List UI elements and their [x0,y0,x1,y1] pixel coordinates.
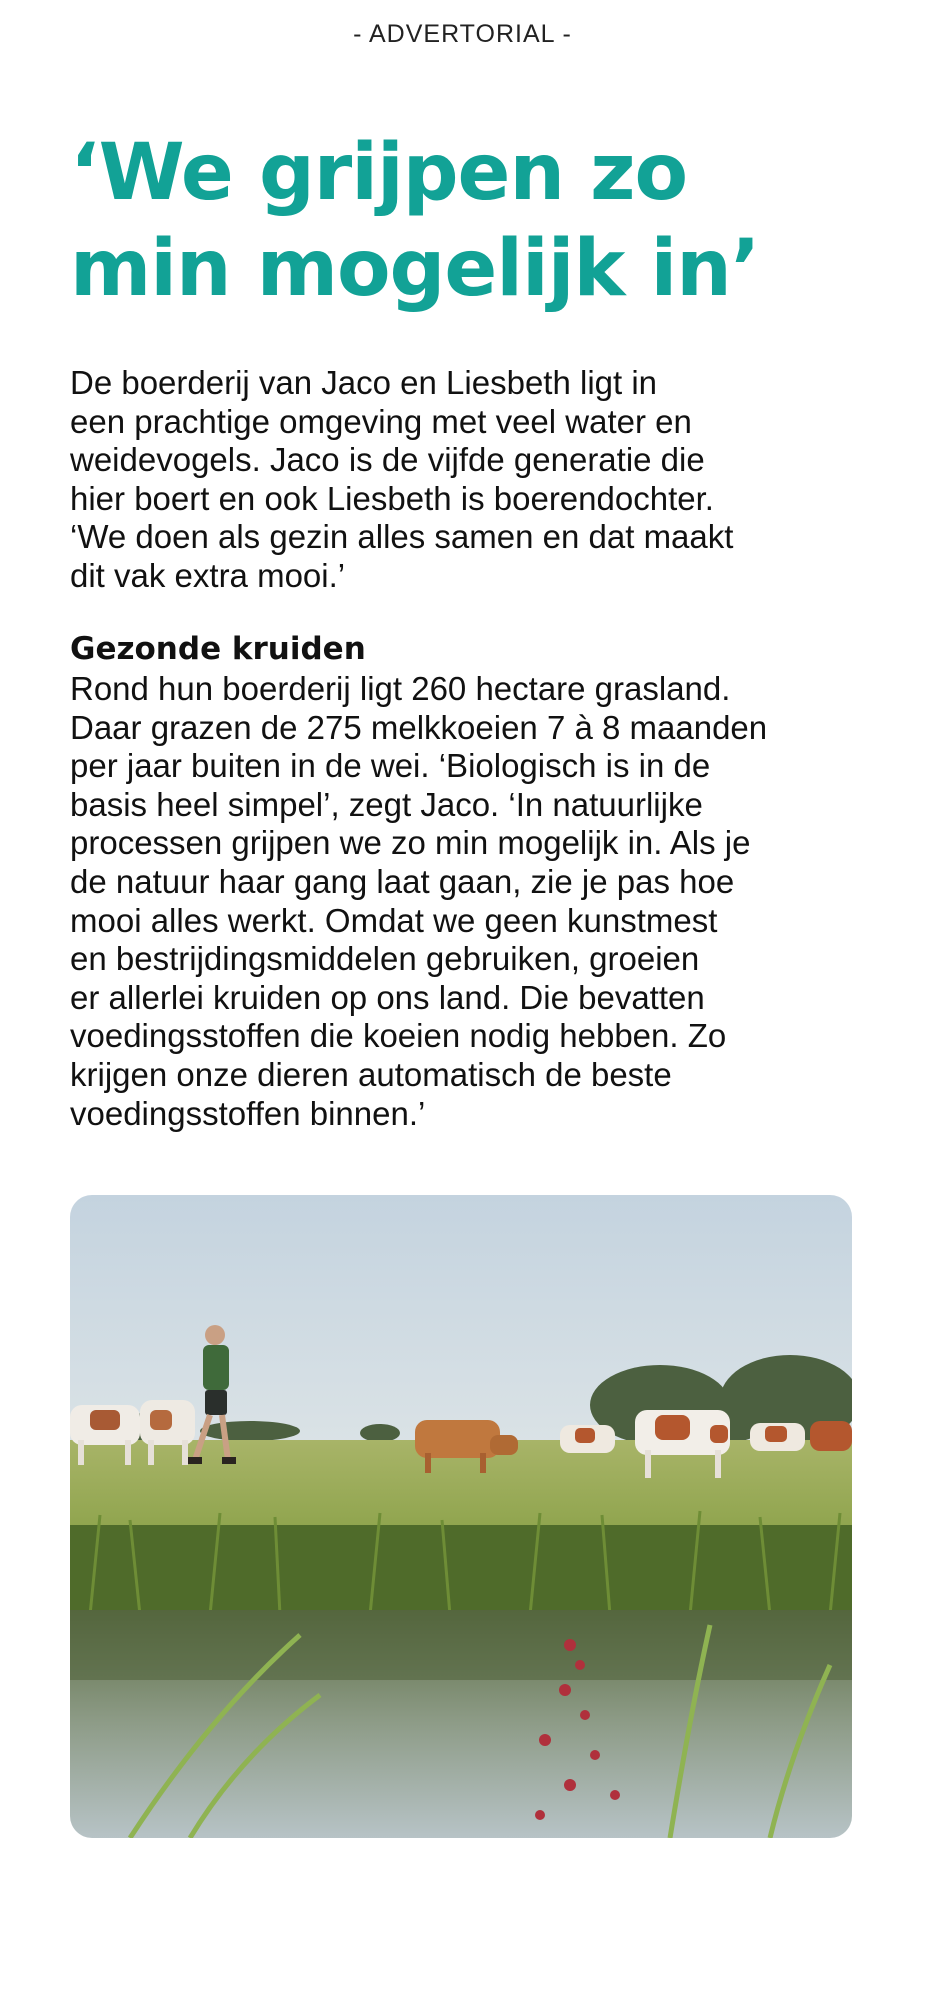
body-line: basis heel simpel’, zegt Jaco. ‘In natuurlijke [70,785,703,823]
water-reflection [70,1610,852,1680]
body-line: en bestrijdingsmiddelen gebruiken, groeien [70,940,700,978]
cow [560,1425,615,1453]
advertorial-kicker: - ADVERTORIAL - [353,20,572,48]
body-line: voedingsstoffen binnen.’ [70,1094,426,1132]
body-line: Daar grazen de 275 melkkoeien 7 à 8 maanden [70,708,768,746]
intro-line: dit vak extra mooi.’ [70,556,346,594]
intro-paragraph [70,364,870,596]
body-line: krijgen onze dieren automatisch de beste [70,1055,672,1093]
intro-line: een prachtige omgeving met veel water en [70,402,692,440]
reed-band [70,1525,852,1615]
body-paragraph [70,670,890,1133]
body-line: Rond hun boerderij ligt 260 hectare grasland. [70,670,731,707]
intro-line: De boerderij van Jaco en Liesbeth ligt in [70,364,658,401]
headline-line: min mogelijk in’ [70,224,760,314]
pasture-scene-illustration [70,1195,852,1838]
headline [70,125,870,317]
body-line: voedingsstoffen die koeien nodig hebben. Zo [70,1017,727,1055]
cow [750,1423,805,1451]
section-subheading: Gezonde kruiden [70,631,366,667]
body-line: er allerlei kruiden op ons land. Die bevatten [70,978,705,1016]
body-line: processen grijpen we zo min mogelijk in. Als je [70,824,751,862]
body-line: de natuur haar gang laat gaan, zie je pas hoe [70,862,735,900]
body-line: mooi alles werkt. Omdat we geen kunstmest [70,901,718,939]
intro-line: weidevogels. Jaco is de vijfde generatie die [70,441,705,479]
farm-photo [70,1195,852,1838]
intro-line: ‘We doen als gezin alles samen en dat maakt [70,518,734,556]
cow [810,1421,852,1451]
body-line: per jaar buiten in de wei. ‘Biologisch is in de [70,747,711,785]
intro-line: hier boert en ook Liesbeth is boerendochter. [70,479,714,517]
headline-line: ‘We grijpen zo [70,128,688,218]
